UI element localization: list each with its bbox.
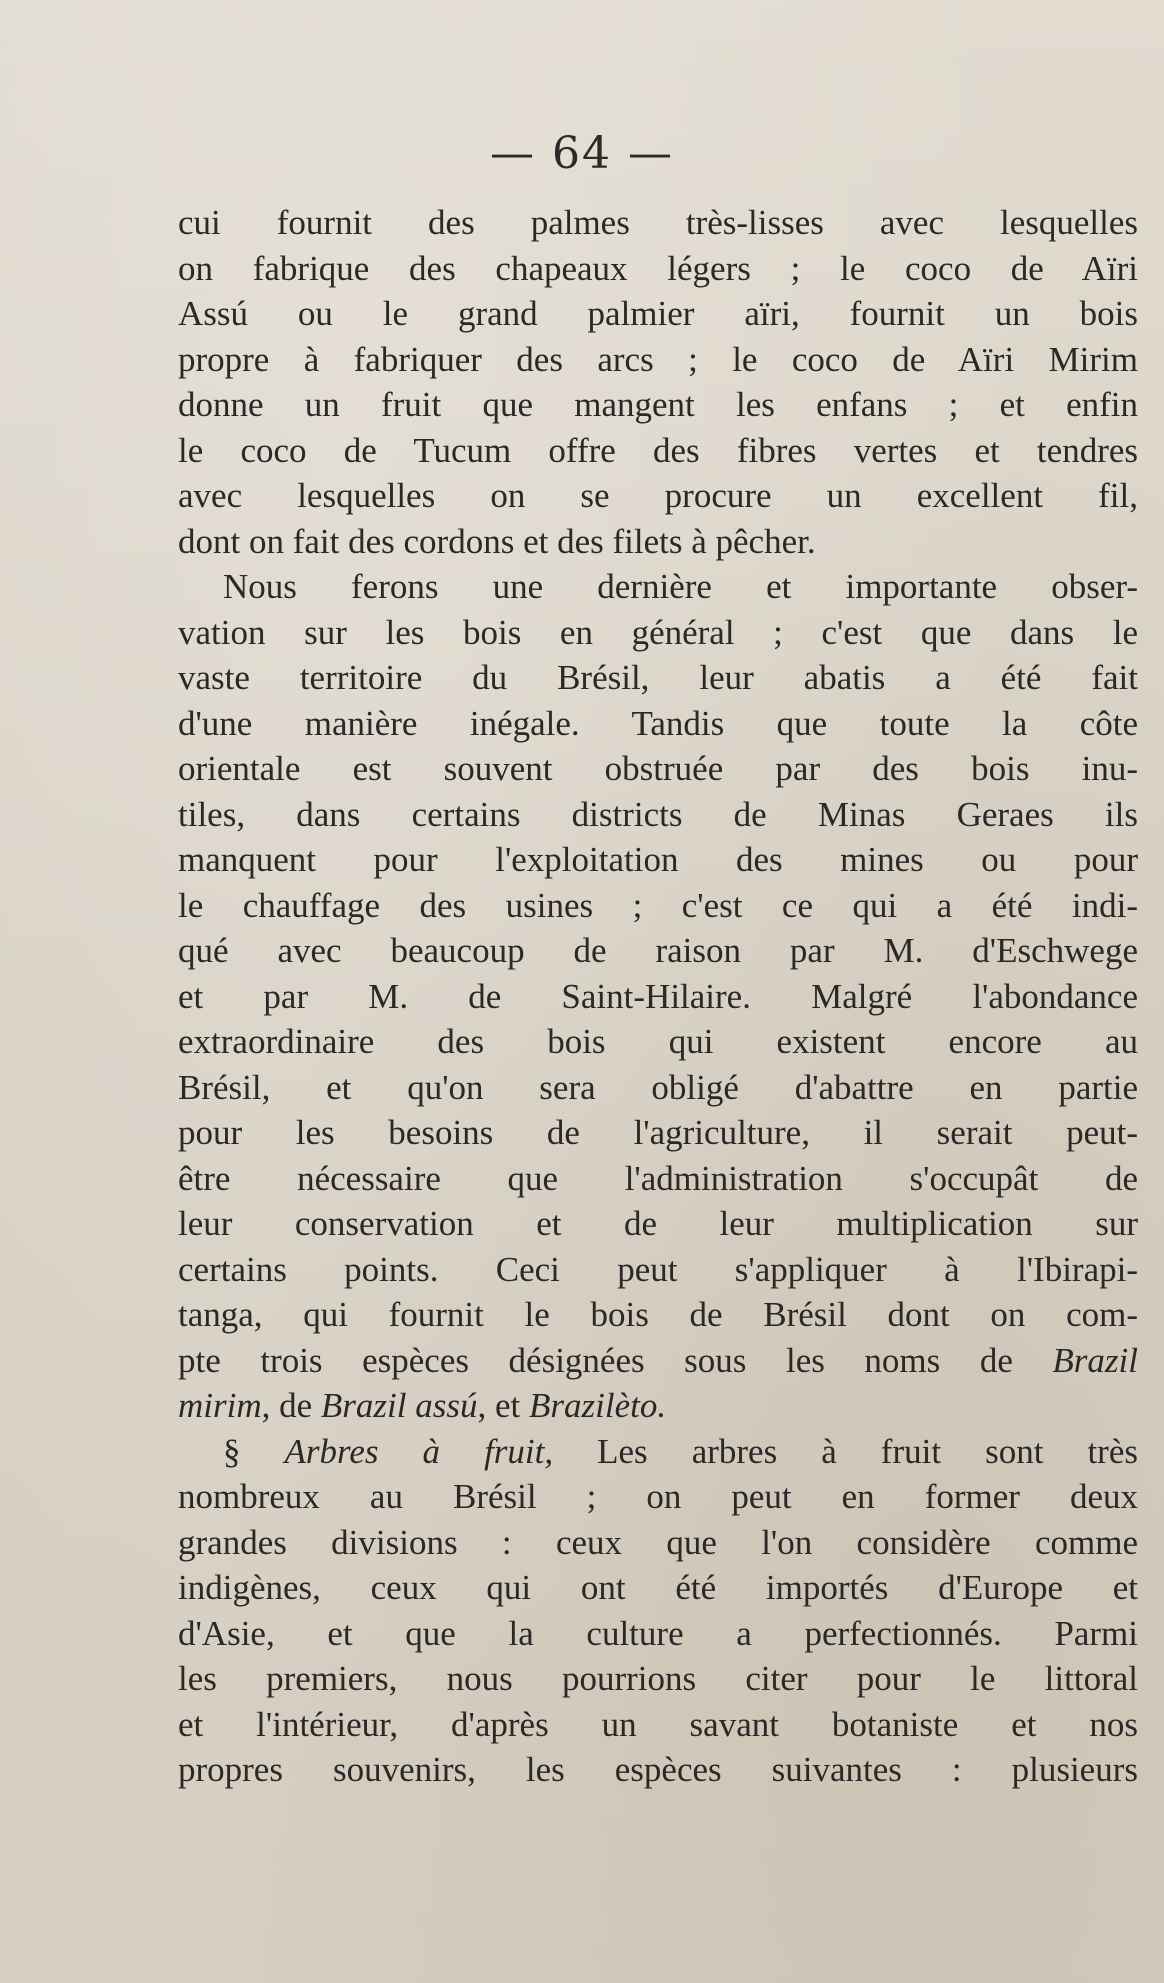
- text-line: vaste territoire du Brésil, leur abatis a été fait: [178, 658, 1138, 697]
- text-line: et l'intérieur, d'après un savant botaniste et nos: [178, 1704, 1138, 1744]
- text-fragment: , et: [477, 1386, 521, 1425]
- section-heading: Arbres à fruit,: [284, 1431, 554, 1471]
- text-line: [178, 1383, 1138, 1429]
- text-fragment: Les arbres à fruit sont très: [597, 1431, 1138, 1471]
- page-number: — 64 —: [490, 128, 674, 179]
- text-line: leur conservation et de leur multiplication sur: [178, 1204, 1138, 1243]
- text-line: avec lesquelles on se procure un excellent fil,: [178, 476, 1138, 515]
- text-line: orientale est souvent obstruée par des bois inu-: [178, 749, 1138, 788]
- text-line: pour les besoins de l'agriculture, il serait peut-: [178, 1113, 1138, 1152]
- section-mark: §: [223, 1431, 241, 1471]
- text-line: d'une manière inégale. Tandis que toute la côte: [178, 703, 1138, 743]
- text-line: et par M. de Saint-Hilaire. Malgré l'abondance: [178, 976, 1138, 1016]
- paragraph-first-line: Nous ferons une dernière et importante obser-: [223, 567, 1138, 606]
- italic-term: Brazil assú: [320, 1386, 478, 1425]
- text-line: on fabrique des chapeaux légers ; le coco de Aïri: [178, 248, 1138, 288]
- text-line: extraordinaire des bois qui existent encore au: [178, 1022, 1138, 1061]
- text-line: dont on fait des cordons et des filets à pêcher.: [178, 521, 816, 561]
- text-line: le coco de Tucum offre des fibres vertes et tendres: [178, 430, 1138, 470]
- body-text: [178, 200, 1138, 1793]
- text-fragment: , de: [261, 1386, 313, 1425]
- text-line: grandes divisions : ceux que l'on considère comme: [178, 1522, 1138, 1562]
- text-line: donne un fruit que mangent les enfans ; et enfin: [178, 385, 1138, 424]
- text-line: certains points. Ceci peut s'appliquer à l'Ibirapi-: [178, 1249, 1138, 1289]
- text-line: être nécessaire que l'administration s'occupât de: [178, 1158, 1138, 1198]
- text-line: indigènes, ceux qui ont été importés d'Europe et: [178, 1568, 1138, 1607]
- text-line: d'Asie, et que la culture a perfectionnés. Parmi: [178, 1613, 1138, 1653]
- paragraph-first-line: [178, 1429, 1138, 1475]
- text-line: propre à fabriquer des arcs ; le coco de Aïri Mirim: [178, 339, 1138, 379]
- text-fragment: pte trois espèces désignées sous les noms de: [178, 1340, 1013, 1380]
- text-line: [178, 1338, 1138, 1384]
- text-line: cui fournit des palmes très-lisses avec lesquelles: [178, 203, 1138, 242]
- text-line: Brésil, et qu'on sera obligé d'abattre en partie: [178, 1067, 1138, 1107]
- text-line: tanga, qui fournit le bois de Brésil dont on com-: [178, 1295, 1138, 1334]
- text-line: Assú ou le grand palmier aïri, fournit un bois: [178, 294, 1138, 333]
- italic-term: mirim: [178, 1386, 262, 1425]
- text-line: tiles, dans certains districts de Minas Geraes ils: [178, 794, 1138, 834]
- text-line: vation sur les bois en général ; c'est que dans le: [178, 612, 1138, 652]
- italic-term: Brazilèto.: [529, 1386, 667, 1425]
- text-line: le chauffage des usines ; c'est ce qui a été indi-: [178, 885, 1138, 925]
- text-line: qué avec beaucoup de raison par M. d'Eschwege: [178, 931, 1138, 970]
- text-line: les premiers, nous pourrions citer pour le littoral: [178, 1659, 1138, 1698]
- text-line: nombreux au Brésil ; on peut en former deux: [178, 1477, 1138, 1516]
- text-line: propres souvenirs, les espèces suivantes : plusieurs: [178, 1750, 1138, 1789]
- italic-term: Brazil: [1052, 1340, 1138, 1380]
- text-line: manquent pour l'exploitation des mines ou pour: [178, 840, 1138, 879]
